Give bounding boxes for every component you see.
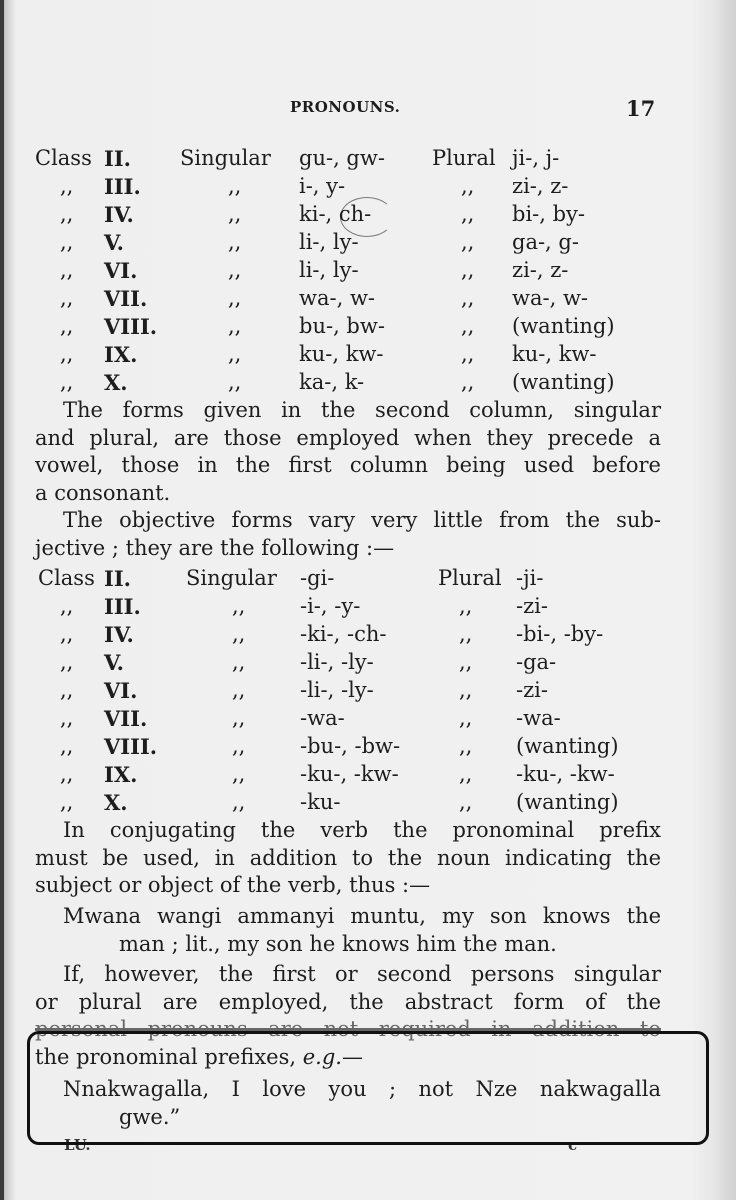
singular-label: ,,	[228, 342, 242, 366]
table-row	[0, 342, 736, 370]
row-label: ,,	[60, 762, 74, 786]
singular-prefix: -bu-, -bw-	[300, 734, 401, 758]
singular-prefix: -ku-	[300, 790, 341, 814]
plural-prefix: -wa-	[516, 706, 561, 730]
text-line: must be used, in addition to the noun indicating the	[35, 845, 661, 870]
highlight-box	[27, 1031, 709, 1145]
plural-prefix: wa-, w-	[512, 286, 589, 310]
row-label: Class	[35, 146, 92, 170]
row-label: ,,	[60, 650, 74, 674]
table-row	[0, 706, 736, 734]
singular-label: Singular	[186, 566, 277, 590]
table-row	[0, 650, 736, 678]
row-label: ,,	[60, 314, 74, 338]
singular-prefix: -li-, -ly-	[300, 678, 374, 702]
singular-prefix: li-, ly-	[299, 230, 359, 254]
subjective-prefix-table	[0, 146, 736, 398]
signature-mark-left: LU.	[64, 1136, 91, 1154]
class-numeral: IX.	[104, 342, 138, 367]
table-row	[0, 734, 736, 762]
singular-prefix: ku-, kw-	[299, 342, 384, 366]
plural-label: ,,	[461, 202, 475, 226]
singular-label: ,,	[228, 314, 242, 338]
class-numeral: VII.	[104, 286, 148, 311]
row-label: ,,	[60, 286, 74, 310]
singular-label: ,,	[232, 650, 246, 674]
plural-label: ,,	[461, 174, 475, 198]
singular-label: Singular	[180, 146, 271, 170]
plural-prefix: (wanting)	[516, 734, 619, 758]
table-row	[0, 286, 736, 314]
text-line: The objective forms vary very little from the sub-	[63, 508, 661, 532]
row-label: ,,	[60, 230, 74, 254]
table-row	[0, 678, 736, 706]
plural-label: ,,	[459, 594, 473, 618]
table-row	[0, 146, 736, 174]
struck-text-line: personal pronouns are not required in addition to	[35, 1017, 661, 1041]
plural-label: ,,	[459, 678, 473, 702]
singular-label: ,,	[228, 258, 242, 282]
table-row	[0, 174, 736, 202]
table-row	[0, 370, 736, 398]
table-row	[0, 314, 736, 342]
class-numeral: VII.	[104, 706, 148, 731]
singular-prefix: -li-, -ly-	[300, 650, 374, 674]
plural-label: Plural	[438, 566, 502, 590]
row-label: Class	[38, 566, 95, 590]
plural-label: ,,	[461, 258, 475, 282]
plural-prefix: (wanting)	[512, 370, 615, 394]
text-line: vowel, those in the first column being used before	[35, 453, 661, 477]
singular-prefix: -wa-	[300, 706, 345, 730]
singular-prefix: gu-, gw-	[299, 146, 385, 170]
plural-prefix: -bi-, -by-	[516, 622, 604, 646]
plural-label: ,,	[459, 650, 473, 674]
plural-label: ,,	[459, 622, 473, 646]
class-numeral: VI.	[104, 678, 138, 703]
singular-prefix: -i-, -y-	[300, 594, 361, 618]
singular-label: ,,	[228, 370, 242, 394]
text-line: The forms given in the second column, singular	[63, 398, 661, 422]
row-label: ,,	[60, 594, 74, 618]
plural-label: ,,	[461, 370, 475, 394]
singular-prefix: -ku-, -kw-	[300, 762, 399, 786]
class-numeral: IV.	[104, 202, 134, 227]
class-numeral: VIII.	[104, 734, 158, 759]
text-line: Nnakwagalla, I love you ; not Nze nakwagalla	[63, 1077, 661, 1101]
singular-label: ,,	[232, 622, 246, 646]
plural-label: ,,	[461, 286, 475, 310]
text-line: a consonant.	[35, 480, 171, 505]
singular-label: ,,	[232, 678, 246, 702]
text-line: Mwana wangi ammanyi muntu, my son knows the	[63, 904, 661, 928]
text-fragment: the pronominal prefixes,	[35, 1044, 303, 1069]
row-label: ,,	[60, 370, 74, 394]
text-line: subject or object of the verb, thus :—	[35, 873, 431, 897]
singular-prefix: li-, ly-	[299, 258, 359, 282]
singular-label: ,,	[228, 202, 242, 226]
plural-label: ,,	[461, 342, 475, 366]
singular-prefix: -ki-, -ch-	[300, 622, 387, 646]
page-number: 17	[626, 96, 656, 121]
singular-prefix: i-, y-	[299, 174, 346, 198]
row-label: ,,	[60, 706, 74, 730]
singular-label: ,,	[228, 286, 242, 310]
plural-label: ,,	[461, 230, 475, 254]
text-line: man ; lit., my son he knows him the man.	[119, 931, 557, 956]
text-line: and plural, are those employed when they precede a	[35, 425, 661, 450]
text-line: In conjugating the verb the pronominal prefix	[63, 818, 661, 842]
singular-prefix: ka-, k-	[299, 370, 365, 394]
example-mwana	[35, 903, 661, 958]
plural-label: ,,	[459, 706, 473, 730]
row-label: ,,	[60, 678, 74, 702]
plural-label: ,,	[459, 790, 473, 814]
text-fragment: —	[341, 1044, 363, 1069]
plural-prefix: ga-, g-	[512, 230, 579, 254]
table-row	[0, 594, 736, 622]
running-head: PRONOUNS.	[290, 98, 401, 116]
row-label: ,,	[60, 790, 74, 814]
row-label: ,,	[60, 342, 74, 366]
class-numeral: VI.	[104, 258, 138, 283]
class-numeral: X.	[104, 370, 128, 395]
singular-label: ,,	[232, 594, 246, 618]
paragraph-forms-explanation	[35, 397, 661, 507]
text-line: gwe.”	[119, 1104, 181, 1129]
plural-prefix: -zi-	[516, 594, 548, 618]
singular-label: ,,	[228, 174, 242, 198]
singular-label: ,,	[232, 790, 246, 814]
singular-label: ,,	[232, 762, 246, 786]
class-numeral: X.	[104, 790, 128, 815]
text-line: or plural are employed, the abstract form of the	[35, 989, 661, 1014]
plural-label: ,,	[459, 762, 473, 786]
singular-label: ,,	[232, 734, 246, 758]
class-numeral: III.	[104, 594, 141, 619]
paragraph-conjugation	[35, 817, 661, 900]
plural-prefix: bi-, by-	[512, 202, 586, 226]
plural-prefix: ji-, j-	[512, 146, 560, 170]
plural-prefix: -ji-	[516, 566, 544, 590]
plural-label: Plural	[432, 146, 496, 170]
table-row	[0, 790, 736, 818]
plural-prefix: -ku-, -kw-	[516, 762, 615, 786]
table-row	[0, 622, 736, 650]
table-row	[0, 258, 736, 286]
row-label: ,,	[60, 258, 74, 282]
text-line: jective ; they are the following :—	[35, 535, 395, 560]
class-numeral: V.	[104, 650, 124, 675]
class-numeral: VIII.	[104, 314, 158, 339]
table-row	[0, 202, 736, 230]
plural-prefix: zi-, z-	[512, 174, 569, 198]
plural-prefix: -zi-	[516, 678, 548, 702]
singular-prefix: bu-, bw-	[299, 314, 385, 338]
text-line: If, however, the first or second persons singular	[63, 962, 661, 986]
table-row	[0, 566, 736, 594]
table-row	[0, 230, 736, 258]
class-numeral: V.	[104, 230, 124, 255]
plural-label: ,,	[461, 314, 475, 338]
singular-label: ,,	[228, 230, 242, 254]
row-label: ,,	[60, 622, 74, 646]
plural-label: ,,	[459, 734, 473, 758]
eg-abbreviation: e.g.	[302, 1044, 342, 1069]
page-header	[0, 96, 736, 120]
table-row	[0, 762, 736, 790]
signature-mark-right: c	[568, 1136, 578, 1154]
singular-prefix: wa-, w-	[299, 286, 376, 310]
plural-prefix: (wanting)	[516, 790, 619, 814]
class-numeral: II.	[104, 566, 131, 591]
row-label: ,,	[60, 174, 74, 198]
singular-prefix: -gi-	[300, 566, 335, 590]
singular-label: ,,	[232, 706, 246, 730]
objective-prefix-table	[0, 566, 736, 818]
class-numeral: II.	[104, 146, 131, 171]
plural-prefix: (wanting)	[512, 314, 615, 338]
plural-prefix: -ga-	[516, 650, 557, 674]
paragraph-objective-intro	[35, 507, 661, 562]
class-numeral: IX.	[104, 762, 138, 787]
plural-prefix: zi-, z-	[512, 258, 569, 282]
class-numeral: IV.	[104, 622, 134, 647]
singular-prefix: ki-, ch-	[299, 202, 372, 226]
class-numeral: III.	[104, 174, 141, 199]
plural-prefix: ku-, kw-	[512, 342, 597, 366]
row-label: ,,	[60, 734, 74, 758]
row-label: ,,	[60, 202, 74, 226]
